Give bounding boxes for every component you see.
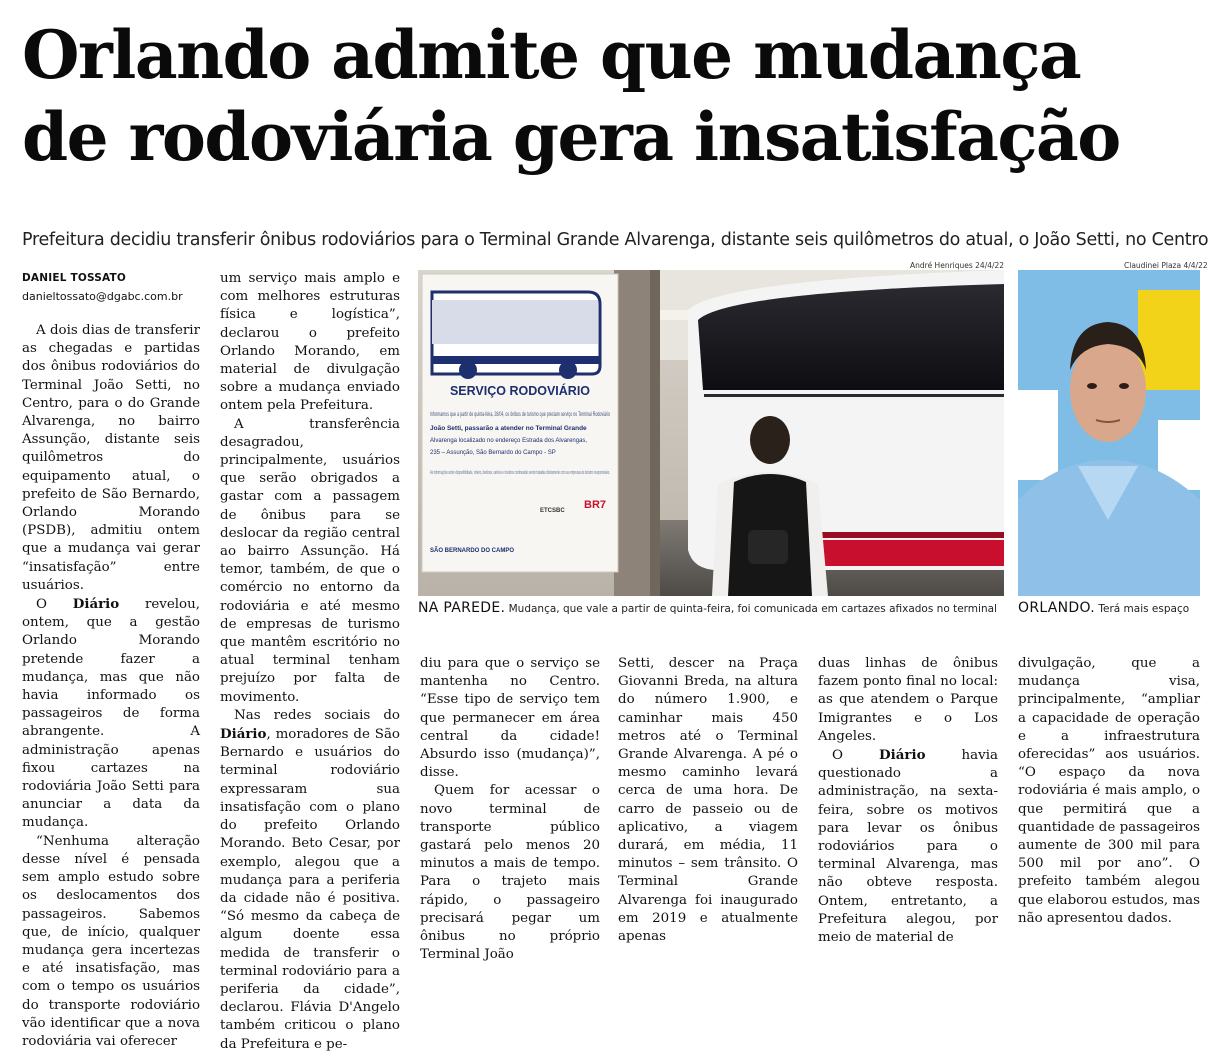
photo-credit: André Henriques 24/4/22	[910, 261, 1005, 270]
paragraph: um serviço mais amplo e com melhores estruturas física e logística”, declarou o prefeito Orlando Morando, em material de divulgação sobre a mudança enviado ontem pela Prefeitura.	[220, 271, 400, 414]
poster-logo-etc: ETCSBC	[540, 508, 565, 514]
author-name: DANIEL TOSSATO	[22, 272, 126, 284]
article-column-1	[22, 322, 200, 1049]
author-email[interactable]: danieltossato@dgabc.com.br	[22, 290, 183, 303]
headline-line-1: Orlando admite que mudança	[22, 16, 1081, 94]
paragraph: O Diário revelou, ontem, que a gestão Orlando Morando pretende fazer a mudança, mas que não havia informado os passageiros de forma abrangente. A administração apenas fixou cartazes na rodoviária João Setti para anunciar a data da mudança.	[22, 596, 200, 831]
paragraph: O Diário havia questionado a administração, na sexta-feira, sobre os motivos para levar os ônibus rodoviários para o terminal Alvarenga, mas não obteve resposta. Ontem, entretanto, a Prefeitura alegou, por meio de material de	[818, 747, 998, 946]
paragraph: divulgação, que a mudança visa, principalmente, “ampliar a capacidade de operação e a infraestrutura oferecidas” aos usuários. “O espaço da nova rodoviária é mais amplo, o que permitirá que a quantidade de passageiros aumente de 300 mil para 500 mil por ano”. O prefeito também alegou que elaborou estudos, mas não apresentou dados.	[1018, 656, 1200, 926]
poster-text-1: Informamos que a partir de quinta-feira, 28/04, os ônibus de turismo que prestam serviço no Terminal Rodoviário	[430, 412, 611, 418]
paragraph: “Nenhuma alteração desse nível é pensada sem amplo estudo sobre os deslocamentos dos passageiros. Sabemos que, de início, qualquer mudança gera incertezas e até insatisfação, mas com o tempo os usuários do transporte rodoviário vão identificar que a nova rodoviária vai oferecer	[22, 833, 200, 1049]
poster-text-4: 235 – Assunção, São Bernardo do Campo - SP	[430, 450, 556, 456]
article-column-5	[818, 655, 998, 946]
poster-title: SERVIÇO RODOVIÁRIO	[449, 384, 591, 398]
poster-text-2: João Setti, passarão a atender no Terminal Grande	[430, 425, 587, 432]
headline	[22, 14, 1202, 178]
portrait-caption	[1018, 600, 1189, 616]
caption-lead: NA PAREDE.	[418, 600, 506, 616]
paragraph: Setti, descer na Praça Giovanni Breda, na altura do número 1.900, e caminhar mais 450 metros até o Terminal Grande Alvarenga. A pé o mesmo caminho levará cerca de uma hora. De carro de passeio ou de aplicativo, a viagem durará, em média, 11 minutos – sem trânsito. O Terminal Grande Alvarenga foi inaugurado em 2019 e atualmente apenas	[618, 656, 798, 945]
paragraph: Nas redes sociais do Diário, moradores de São Bernardo e usuários do terminal rodoviário expressaram sua insatisfação com o plano do prefeito Orlando Morando. Beto Cesar, por exemplo, alegou que a mudança para a periferia da cidade não é positiva. “Só mesmo da cabeça de algum doente essa medida de transferir o terminal rodoviário para a periferia da cidade”, declarou. Flávia D'Angelo também criticou o plano da Prefeitura e pe-	[220, 707, 400, 1052]
poster-text-3: Alvarenga localizado no endereço Estrada dos Alvarengas,	[430, 438, 588, 444]
paragraph: Quem for acessar o novo terminal de transporte público gastará pelo menos 20 minutos a mais de tempo. Para o trajeto mais rápido, o passageiro precisará pegar um ônibus no próprio Terminal João	[420, 783, 600, 963]
paragraph: A dois dias de transferir as chegadas e partidas dos ônibus rodoviários do Terminal João Setti, no Centro, para o do Grande Alvarenga, no bairro Assunção, distante seis quilômetros do equipamento atual, o prefeito de São Bernardo, Orlando Morando (PSDB), admitiu ontem que a mudança vai gerar “insatisfação” entre usuários.	[22, 323, 200, 593]
subheadline: Prefeitura decidiu transferir ônibus rodoviários para o Terminal Grande Alvarenga, distante seis quilômetros do atual, o João Setti, no Centro	[22, 230, 1209, 250]
terminal-photo-illustration	[418, 270, 1004, 596]
poster-logo-br7: BR7	[584, 499, 607, 511]
paragraph: duas linhas de ônibus fazem ponto final no local: as que atendem o Parque Imigrantes e o Los Angeles.	[818, 656, 998, 744]
poster-text-5: As informações sobre disponibilidade, roteiro, destinos, valores e horários continuarão sendo tratadas diretamente com as empresas de turismo responsáveis.	[430, 470, 611, 476]
newspaper-name: Diário	[72, 596, 120, 613]
photo-credit: Claudinei Plaza 4/4/22	[1124, 261, 1208, 270]
caption-lead: ORLANDO.	[1018, 600, 1096, 616]
caption-text: Mudança, que vale a partir de quinta-feira, foi comunicada em cartazes afixados no terminal	[505, 603, 997, 615]
caption-text: Terá mais espaço	[1095, 603, 1190, 615]
article-column-4	[618, 655, 798, 945]
poster-logo-sbc: SÃO BERNARDO DO CAMPO	[430, 548, 515, 554]
article-column-2	[220, 270, 400, 1052]
terminal-photo	[418, 270, 1004, 596]
newspaper-name: Diário	[879, 747, 926, 764]
paragraph: A transferência desagradou, principalmente, usuários que serão obrigados a gastar com a passagem de ônibus para se deslocar da região central ao bairro Assunção. Há temor, também, de que o comércio no entorno da rodoviária e até mesmo de empresas de turismo que mantêm escritório no atual terminal tenham prejuízo por falta de movimento.	[220, 416, 400, 705]
article-column-6	[1018, 655, 1200, 926]
portrait-photo	[1018, 270, 1200, 596]
photo-caption	[418, 600, 997, 616]
portrait-illustration	[1018, 270, 1200, 596]
byline	[22, 272, 202, 303]
headline-line-2: de rodoviária gera insatisfação	[22, 98, 1120, 176]
article-column-3	[420, 655, 600, 963]
newspaper-name: Diário	[220, 726, 267, 743]
paragraph: diu para que o serviço se mantenha no Centro. “Esse tipo de serviço tem que permanecer em área central da cidade! Absurdo isso (mudança)”, disse.	[420, 656, 600, 781]
